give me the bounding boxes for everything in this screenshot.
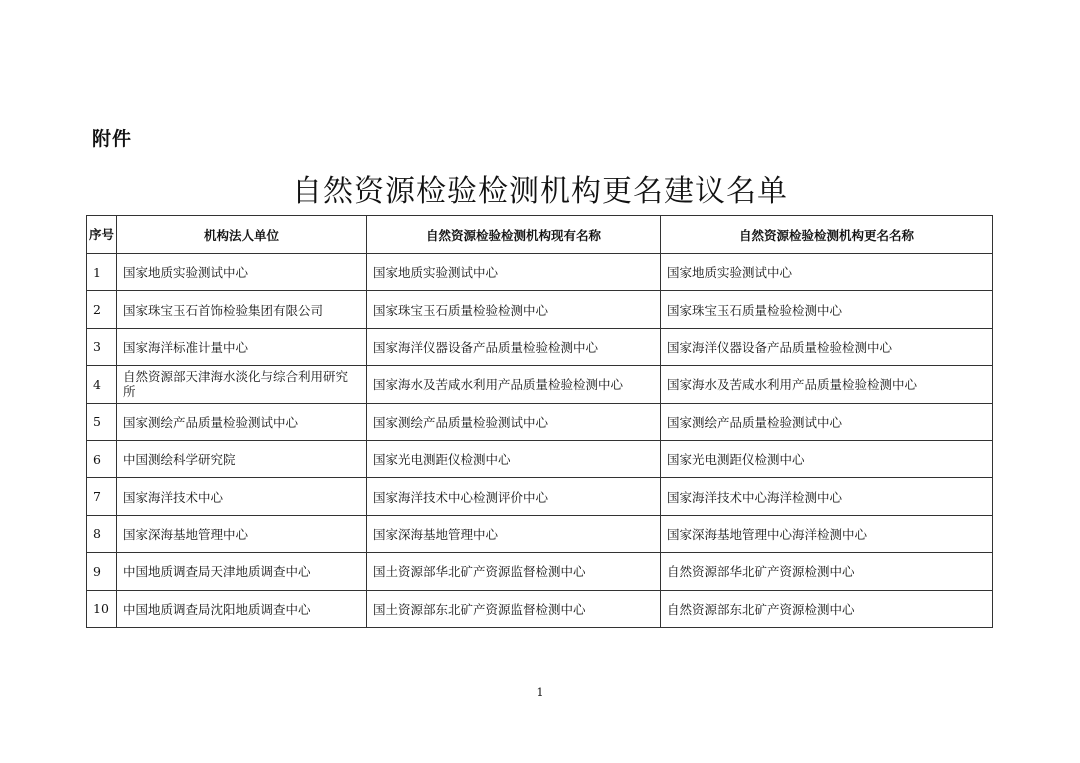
header-seq: 序号 (87, 216, 117, 254)
table-row (87, 403, 993, 440)
org-cell: 自然资源部天津海水淡化与综合利用研究所 (117, 366, 367, 403)
org-cell: 国家深海基地管理中心 (117, 515, 367, 552)
table-row (87, 254, 993, 291)
row-number: 2 (87, 291, 117, 328)
new-name-cell: 国家地质实验测试中心 (661, 254, 993, 291)
table-row (87, 515, 993, 552)
row-number: 3 (87, 328, 117, 365)
current-name-cell: 国家海洋技术中心检测评价中心 (367, 478, 661, 515)
rename-list-table (86, 215, 993, 628)
page-number: 1 (536, 686, 544, 699)
header-org: 机构法人单位 (117, 216, 367, 254)
new-name-cell: 国家珠宝玉石质量检验检测中心 (661, 291, 993, 328)
table-row (87, 291, 993, 328)
table-row (87, 440, 993, 477)
current-name-cell: 国家海水及苦咸水利用产品质量检验检测中心 (367, 366, 661, 403)
row-number: 8 (87, 515, 117, 552)
attachment-label: 附件 (92, 128, 133, 150)
org-cell: 中国地质调查局天津地质调查中心 (117, 553, 367, 590)
current-name-cell: 国家深海基地管理中心 (367, 515, 661, 552)
current-name-cell: 国家光电测距仪检测中心 (367, 440, 661, 477)
row-number: 4 (87, 366, 117, 403)
new-name-cell: 国家海洋技术中心海洋检测中心 (661, 478, 993, 515)
table-row (87, 328, 993, 365)
new-name-cell: 自然资源部华北矿产资源检测中心 (661, 553, 993, 590)
document-title: 自然资源检验检测机构更名建议名单 (292, 174, 788, 209)
new-name-cell: 国家深海基地管理中心海洋检测中心 (661, 515, 993, 552)
table-header-row (87, 216, 993, 254)
org-cell: 国家珠宝玉石首饰检验集团有限公司 (117, 291, 367, 328)
current-name-cell: 国土资源部东北矿产资源监督检测中心 (367, 590, 661, 627)
org-cell: 国家海洋技术中心 (117, 478, 367, 515)
new-name-cell: 国家海洋仪器设备产品质量检验检测中心 (661, 328, 993, 365)
new-name-cell: 国家海水及苦咸水利用产品质量检验检测中心 (661, 366, 993, 403)
row-number: 9 (87, 553, 117, 590)
current-name-cell: 国土资源部华北矿产资源监督检测中心 (367, 553, 661, 590)
table-row (87, 590, 993, 627)
header-current-name: 自然资源检验检测机构现有名称 (367, 216, 661, 254)
org-cell: 国家地质实验测试中心 (117, 254, 367, 291)
current-name-cell: 国家珠宝玉石质量检验检测中心 (367, 291, 661, 328)
current-name-cell: 国家测绘产品质量检验测试中心 (367, 403, 661, 440)
row-number: 10 (87, 590, 117, 627)
org-cell: 国家海洋标准计量中心 (117, 328, 367, 365)
new-name-cell: 国家光电测距仪检测中心 (661, 440, 993, 477)
row-number: 6 (87, 440, 117, 477)
table-row (87, 366, 993, 403)
row-number: 1 (87, 254, 117, 291)
row-number: 5 (87, 403, 117, 440)
org-cell: 国家测绘产品质量检验测试中心 (117, 403, 367, 440)
org-cell: 中国测绘科学研究院 (117, 440, 367, 477)
current-name-cell: 国家地质实验测试中心 (367, 254, 661, 291)
table-row (87, 553, 993, 590)
row-number: 7 (87, 478, 117, 515)
header-new-name: 自然资源检验检测机构更名名称 (661, 216, 993, 254)
new-name-cell: 自然资源部东北矿产资源检测中心 (661, 590, 993, 627)
current-name-cell: 国家海洋仪器设备产品质量检验检测中心 (367, 328, 661, 365)
org-cell: 中国地质调查局沈阳地质调查中心 (117, 590, 367, 627)
table-row (87, 478, 993, 515)
new-name-cell: 国家测绘产品质量检验测试中心 (661, 403, 993, 440)
